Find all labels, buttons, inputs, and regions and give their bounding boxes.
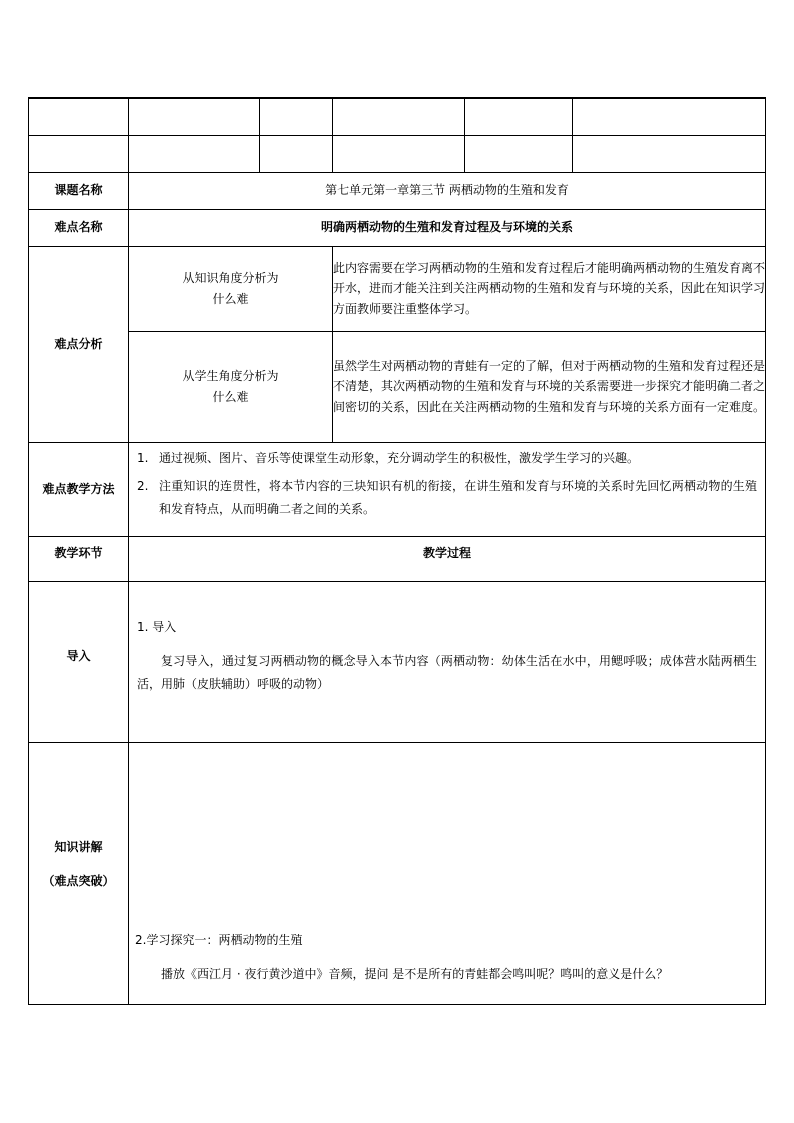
blank-cell <box>333 135 465 172</box>
knowledge-stage-subtitle: （难点突破） <box>42 873 115 888</box>
blank-cell <box>29 135 129 172</box>
intro-stage-label: 导入 <box>29 581 129 742</box>
knowledge-stage-title: 知识讲解 <box>54 839 103 854</box>
teaching-method-label: 难点教学方法 <box>29 442 129 536</box>
knowledge-angle-label-line2: 什么难 <box>212 291 249 306</box>
difficulty-name-label: 难点名称 <box>29 209 129 246</box>
difficulty-name-row <box>29 209 766 246</box>
lesson-title-label: 课题名称 <box>29 172 129 209</box>
teaching-stage-header-row <box>29 536 766 581</box>
knowledge-angle-label <box>129 246 333 331</box>
knowledge-text: 播放《西江月 · 夜行黄沙道中》音频，提问 是不是所有的青蛙都会鸣叫呢？鸣叫的意义是什么？ <box>161 967 669 982</box>
intro-text: 复习导入，通过复习两栖动物的概念导入本节内容（两栖动物：幼体生活在水中，用鳃呼吸；成体营水陆两栖生活，用肺（皮肤辅助）呼吸的动物） <box>137 654 757 692</box>
method-item-2 <box>129 475 765 521</box>
blank-cell <box>573 98 766 135</box>
blank-cell <box>29 98 129 135</box>
knowledge-heading: 2.学习探究一：两栖动物的生殖 <box>135 932 303 947</box>
method-item-1-number: 1. <box>137 450 149 465</box>
header-blank-row-2 <box>29 135 766 172</box>
knowledge-angle-text: 此内容需要在学习两栖动物的生殖和发育过程后才能明确两栖动物的生殖发育离不开水，进而才能关注到关注两栖动物的生殖和发育与环境的关系，因此在知识学习方面教师要注重整体学习。 <box>333 246 766 331</box>
student-angle-label-line2: 什么难 <box>212 389 249 404</box>
knowledge-row <box>29 742 766 1004</box>
method-item-2-text: 注重知识的连贯性，将本节内容的三块知识有机的衔接，在讲生殖和发育与环境的关系时先回忆两栖动物的生殖和发育特点，从而明确二者之间的关系。 <box>159 479 757 517</box>
student-angle-text: 虽然学生对两栖动物的青蛙有一定的了解，但对于两栖动物的生殖和发育过程还是不清楚，其次两栖动物的生殖和发育与环境的关系需要进一步探究才能明确二者之间密切的关系，因此在关注两栖动物的生殖和发育与环境的关系方面有一定难度。 <box>333 331 766 442</box>
blank-cell <box>465 135 573 172</box>
difficulty-analysis-label: 难点分析 <box>29 246 129 442</box>
teaching-process-label: 教学过程 <box>129 536 766 581</box>
lesson-title-row <box>29 172 766 209</box>
lesson-title-value: 第七单元第一章第三节 两栖动物的生殖和发育 <box>129 172 766 209</box>
intro-row <box>29 581 766 742</box>
teaching-method-content <box>129 442 766 536</box>
teaching-method-row <box>29 442 766 536</box>
method-item-1 <box>129 447 765 470</box>
analysis-student-row <box>29 331 766 442</box>
method-item-1-text: 通过视频、图片、音乐等使课堂生动形象，充分调动学生的积极性，激发学生学习的兴趣。 <box>159 450 640 465</box>
knowledge-angle-label-line1: 从知识角度分析为 <box>182 271 279 286</box>
knowledge-content <box>129 742 766 1004</box>
blank-cell <box>129 98 260 135</box>
blank-cell <box>465 98 573 135</box>
teaching-stage-label: 教学环节 <box>29 536 129 581</box>
analysis-knowledge-row <box>29 246 766 331</box>
intro-heading: 1. 导入 <box>137 619 177 634</box>
student-angle-label-line1: 从学生角度分析为 <box>182 369 279 384</box>
blank-cell <box>260 135 333 172</box>
blank-cell <box>260 98 333 135</box>
student-angle-label <box>129 331 333 442</box>
blank-cell <box>573 135 766 172</box>
blank-cell <box>333 98 465 135</box>
difficulty-name-value: 明确两栖动物的生殖和发育过程及与环境的关系 <box>129 209 766 246</box>
blank-cell <box>129 135 260 172</box>
lesson-plan-table <box>28 97 766 1005</box>
header-blank-row-1 <box>29 98 766 135</box>
method-item-2-number: 2. <box>137 479 149 494</box>
intro-content <box>129 581 766 742</box>
knowledge-stage-label <box>29 742 129 1004</box>
